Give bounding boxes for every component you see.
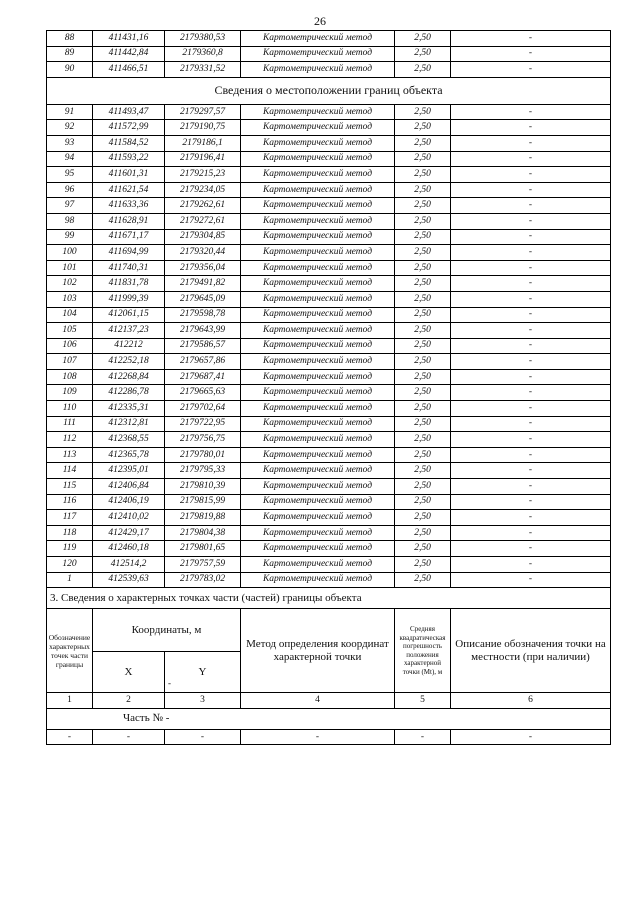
- table-row: [47, 104, 611, 120]
- coord-y: 2179645,09: [165, 291, 241, 307]
- method: Картометрический метод: [241, 31, 395, 47]
- description: -: [451, 31, 611, 47]
- page-number: 26: [314, 14, 326, 28]
- description: -: [451, 46, 611, 62]
- description: -: [451, 510, 611, 526]
- point-number: 105: [47, 323, 93, 339]
- coord-y: 2179272,61: [165, 213, 241, 229]
- point-number: 104: [47, 307, 93, 323]
- coord-y: 2179702,64: [165, 401, 241, 417]
- accuracy: 2,50: [395, 494, 451, 510]
- coordinates-table: [46, 30, 611, 745]
- coord-y: 2179819,88: [165, 510, 241, 526]
- description: -: [451, 541, 611, 557]
- part-label: Часть № -: [123, 712, 170, 725]
- empty-cell: -: [165, 729, 241, 745]
- accuracy: 2,50: [395, 338, 451, 354]
- top-rows: [47, 31, 611, 78]
- table-row: [47, 541, 611, 557]
- accuracy: 2,50: [395, 229, 451, 245]
- coord-x: 412137,23: [93, 323, 165, 339]
- header-x: X: [93, 652, 165, 693]
- accuracy: 2,50: [395, 120, 451, 136]
- accuracy: 2,50: [395, 385, 451, 401]
- accuracy: 2,50: [395, 276, 451, 292]
- description: -: [451, 432, 611, 448]
- accuracy: 2,50: [395, 432, 451, 448]
- coord-y: 2179215,23: [165, 167, 241, 183]
- accuracy: 2,50: [395, 245, 451, 261]
- coord-x: 412406,19: [93, 494, 165, 510]
- empty-data-row: [47, 729, 611, 745]
- coord-x: 412268,84: [93, 369, 165, 385]
- section3-title: 3. Сведения о характерных точках части (частей) границы объекта: [47, 588, 611, 609]
- table-row: [47, 245, 611, 261]
- accuracy: 2,50: [395, 479, 451, 495]
- description: -: [451, 104, 611, 120]
- table-row: [47, 182, 611, 198]
- table-row: [47, 369, 611, 385]
- method: Картометрический метод: [241, 557, 395, 573]
- header-description: Описание обозначения точки на местности (при наличии): [451, 609, 611, 693]
- method: Картометрический метод: [241, 354, 395, 370]
- point-number: 1: [47, 572, 93, 588]
- header-accuracy: Средняя квадратическая погрешность положения характерной точки (Mt), м: [395, 609, 451, 693]
- description: -: [451, 167, 611, 183]
- point-number: 99: [47, 229, 93, 245]
- table-row: [47, 31, 611, 47]
- coord-x: 411633,36: [93, 198, 165, 214]
- main-rows: [47, 104, 611, 587]
- description: -: [451, 338, 611, 354]
- coord-x: 411466,51: [93, 62, 165, 78]
- description: -: [451, 369, 611, 385]
- point-number: 100: [47, 245, 93, 261]
- point-number: 101: [47, 260, 93, 276]
- part-label-row: [47, 708, 611, 729]
- coord-y: 2179190,75: [165, 120, 241, 136]
- method: Картометрический метод: [241, 463, 395, 479]
- coord-x: 411671,17: [93, 229, 165, 245]
- method: Картометрический метод: [241, 229, 395, 245]
- point-number: 91: [47, 104, 93, 120]
- description: -: [451, 120, 611, 136]
- coord-y: 2179598,78: [165, 307, 241, 323]
- accuracy: 2,50: [395, 557, 451, 573]
- method: Картометрический метод: [241, 104, 395, 120]
- empty-cell: -: [451, 729, 611, 745]
- method: Картометрический метод: [241, 510, 395, 526]
- point-number: 114: [47, 463, 93, 479]
- table-row: [47, 213, 611, 229]
- accuracy: 2,50: [395, 541, 451, 557]
- accuracy: 2,50: [395, 401, 451, 417]
- table-row: [47, 167, 611, 183]
- empty-cell: -: [241, 729, 395, 745]
- accuracy: 2,50: [395, 167, 451, 183]
- coord-x: 411572,99: [93, 120, 165, 136]
- point-number: 110: [47, 401, 93, 417]
- method: Картометрический метод: [241, 479, 395, 495]
- method: Картометрический метод: [241, 338, 395, 354]
- coord-x: 411584,52: [93, 135, 165, 151]
- coord-y: 2179780,01: [165, 447, 241, 463]
- accuracy: 2,50: [395, 135, 451, 151]
- point-number: 109: [47, 385, 93, 401]
- table-row: [47, 432, 611, 448]
- table-row: [47, 151, 611, 167]
- column-number: 1: [47, 693, 93, 709]
- description: -: [451, 479, 611, 495]
- coord-x: 411694,99: [93, 245, 165, 261]
- section-title: Сведения о местоположении границ объекта: [47, 77, 611, 104]
- coord-y: 2179360,8: [165, 46, 241, 62]
- point-number: 92: [47, 120, 93, 136]
- description: -: [451, 385, 611, 401]
- column-number: 4: [241, 693, 395, 709]
- coord-x: 411601,31: [93, 167, 165, 183]
- header-method: Метод определения координат характерной точки: [241, 609, 395, 693]
- method: Картометрический метод: [241, 135, 395, 151]
- column-number: 5: [395, 693, 451, 709]
- header-y-dash: -: [168, 678, 171, 689]
- accuracy: 2,50: [395, 307, 451, 323]
- accuracy: 2,50: [395, 46, 451, 62]
- table-row: [47, 494, 611, 510]
- description: -: [451, 229, 611, 245]
- coord-x: 412395,01: [93, 463, 165, 479]
- coord-x: 411740,31: [93, 260, 165, 276]
- table-row: [47, 135, 611, 151]
- coord-x: 411431,16: [93, 31, 165, 47]
- point-number: 94: [47, 151, 93, 167]
- table-row: [47, 276, 611, 292]
- section-title-row: [47, 77, 611, 104]
- coord-y: 2179795,33: [165, 463, 241, 479]
- point-number: 93: [47, 135, 93, 151]
- table-row: [47, 354, 611, 370]
- coord-x: 412406,84: [93, 479, 165, 495]
- table-row: [47, 447, 611, 463]
- description: -: [451, 401, 611, 417]
- coord-x: 412460,18: [93, 541, 165, 557]
- method: Картометрический метод: [241, 167, 395, 183]
- accuracy: 2,50: [395, 354, 451, 370]
- coord-y: 2179380,53: [165, 31, 241, 47]
- method: Картометрический метод: [241, 291, 395, 307]
- coord-y: 2179804,38: [165, 525, 241, 541]
- accuracy: 2,50: [395, 182, 451, 198]
- table-row: [47, 198, 611, 214]
- accuracy: 2,50: [395, 416, 451, 432]
- method: Картометрический метод: [241, 182, 395, 198]
- table-row: [47, 385, 611, 401]
- table-row: [47, 479, 611, 495]
- part-label-cell: [47, 708, 611, 729]
- section3-header-row: [47, 609, 611, 652]
- empty-cell: -: [395, 729, 451, 745]
- description: -: [451, 416, 611, 432]
- coord-x: 412365,78: [93, 447, 165, 463]
- section3-title-row: [47, 588, 611, 609]
- coord-y: 2179801,65: [165, 541, 241, 557]
- coord-x: 412429,17: [93, 525, 165, 541]
- point-number: 111: [47, 416, 93, 432]
- coord-y: 2179186,1: [165, 135, 241, 151]
- coord-x: 412410,02: [93, 510, 165, 526]
- method: Картометрический метод: [241, 494, 395, 510]
- coord-x: 412312,81: [93, 416, 165, 432]
- description: -: [451, 135, 611, 151]
- accuracy: 2,50: [395, 323, 451, 339]
- coord-x: 412061,15: [93, 307, 165, 323]
- column-number: 3: [165, 693, 241, 709]
- method: Картометрический метод: [241, 120, 395, 136]
- coord-y: 2179643,99: [165, 323, 241, 339]
- description: -: [451, 354, 611, 370]
- accuracy: 2,50: [395, 62, 451, 78]
- coord-y: 2179657,86: [165, 354, 241, 370]
- table-row: [47, 557, 611, 573]
- coord-y: 2179665,63: [165, 385, 241, 401]
- method: Картометрический метод: [241, 260, 395, 276]
- accuracy: 2,50: [395, 213, 451, 229]
- accuracy: 2,50: [395, 31, 451, 47]
- accuracy: 2,50: [395, 463, 451, 479]
- coord-y: 2179234,05: [165, 182, 241, 198]
- description: -: [451, 557, 611, 573]
- description: -: [451, 572, 611, 588]
- point-number: 98: [47, 213, 93, 229]
- accuracy: 2,50: [395, 525, 451, 541]
- accuracy: 2,50: [395, 291, 451, 307]
- accuracy: 2,50: [395, 198, 451, 214]
- coord-y: 2179722,95: [165, 416, 241, 432]
- description: -: [451, 182, 611, 198]
- description: -: [451, 463, 611, 479]
- table-row: [47, 510, 611, 526]
- method: Картометрический метод: [241, 62, 395, 78]
- coord-y: 2179756,75: [165, 432, 241, 448]
- method: Картометрический метод: [241, 416, 395, 432]
- coord-y: 2179783,02: [165, 572, 241, 588]
- description: -: [451, 291, 611, 307]
- point-number: 106: [47, 338, 93, 354]
- description: -: [451, 323, 611, 339]
- header-y: Y: [198, 665, 207, 678]
- point-number: 112: [47, 432, 93, 448]
- empty-cell: -: [47, 729, 93, 745]
- table-row: [47, 338, 611, 354]
- table-row: [47, 307, 611, 323]
- coord-x: 412368,55: [93, 432, 165, 448]
- coord-x: 412539,63: [93, 572, 165, 588]
- coord-x: 411442,84: [93, 46, 165, 62]
- method: Картометрический метод: [241, 307, 395, 323]
- table-row: [47, 62, 611, 78]
- method: Картометрический метод: [241, 213, 395, 229]
- method: Картометрический метод: [241, 447, 395, 463]
- coord-y: 2179586,57: [165, 338, 241, 354]
- empty-cell: -: [93, 729, 165, 745]
- method: Картометрический метод: [241, 385, 395, 401]
- point-number: 113: [47, 447, 93, 463]
- table-row: [47, 291, 611, 307]
- coord-y: 2179262,61: [165, 198, 241, 214]
- point-number: 102: [47, 276, 93, 292]
- coord-y: 2179491,82: [165, 276, 241, 292]
- column-numbers-row: [47, 693, 611, 709]
- method: Картометрический метод: [241, 572, 395, 588]
- coord-x: 412286,78: [93, 385, 165, 401]
- table-row: [47, 46, 611, 62]
- description: -: [451, 198, 611, 214]
- point-number: 89: [47, 46, 93, 62]
- method: Картометрический метод: [241, 46, 395, 62]
- description: -: [451, 447, 611, 463]
- coord-x: 411999,39: [93, 291, 165, 307]
- table-row: [47, 229, 611, 245]
- coord-y: 2179196,41: [165, 151, 241, 167]
- header-coordinates: Координаты, м: [93, 609, 241, 652]
- table-row: [47, 323, 611, 339]
- point-number: 108: [47, 369, 93, 385]
- column-number: 6: [451, 693, 611, 709]
- coord-y: 2179356,04: [165, 260, 241, 276]
- table-row: [47, 572, 611, 588]
- accuracy: 2,50: [395, 447, 451, 463]
- point-number: 116: [47, 494, 93, 510]
- point-number: 115: [47, 479, 93, 495]
- coord-y: 2179297,57: [165, 104, 241, 120]
- method: Картометрический метод: [241, 401, 395, 417]
- method: Картометрический метод: [241, 276, 395, 292]
- method: Картометрический метод: [241, 541, 395, 557]
- accuracy: 2,50: [395, 572, 451, 588]
- accuracy: 2,50: [395, 369, 451, 385]
- table-row: [47, 416, 611, 432]
- method: Картометрический метод: [241, 245, 395, 261]
- coord-x: 412514,2: [93, 557, 165, 573]
- point-number: 117: [47, 510, 93, 526]
- description: -: [451, 62, 611, 78]
- table-row: [47, 525, 611, 541]
- point-number: 95: [47, 167, 93, 183]
- point-number: 97: [47, 198, 93, 214]
- coord-x: 411593,22: [93, 151, 165, 167]
- coord-x: 412252,18: [93, 354, 165, 370]
- accuracy: 2,50: [395, 260, 451, 276]
- coord-y: 2179687,41: [165, 369, 241, 385]
- accuracy: 2,50: [395, 104, 451, 120]
- method: Картометрический метод: [241, 198, 395, 214]
- point-number: 118: [47, 525, 93, 541]
- coord-x: 411831,78: [93, 276, 165, 292]
- coord-x: 411628,91: [93, 213, 165, 229]
- header-y-cell: [165, 652, 241, 693]
- point-number: 90: [47, 62, 93, 78]
- method: Картометрический метод: [241, 151, 395, 167]
- coord-y: 2179304,85: [165, 229, 241, 245]
- description: -: [451, 260, 611, 276]
- table-row: [47, 463, 611, 479]
- coord-y: 2179815,99: [165, 494, 241, 510]
- accuracy: 2,50: [395, 151, 451, 167]
- coord-y: 2179320,44: [165, 245, 241, 261]
- coord-x: 411493,47: [93, 104, 165, 120]
- description: -: [451, 494, 611, 510]
- description: -: [451, 525, 611, 541]
- coord-y: 2179757,59: [165, 557, 241, 573]
- point-number: 103: [47, 291, 93, 307]
- coord-x: 412335,31: [93, 401, 165, 417]
- coord-x: 412212: [93, 338, 165, 354]
- coord-y: 2179331,52: [165, 62, 241, 78]
- method: Картометрический метод: [241, 432, 395, 448]
- method: Картометрический метод: [241, 525, 395, 541]
- table-row: [47, 401, 611, 417]
- point-number: 119: [47, 541, 93, 557]
- point-number: 107: [47, 354, 93, 370]
- accuracy: 2,50: [395, 510, 451, 526]
- coord-x: 411621,54: [93, 182, 165, 198]
- description: -: [451, 213, 611, 229]
- column-number: 2: [93, 693, 165, 709]
- point-number: 88: [47, 31, 93, 47]
- point-number: 120: [47, 557, 93, 573]
- method: Картометрический метод: [241, 369, 395, 385]
- table-row: [47, 260, 611, 276]
- table-row: [47, 120, 611, 136]
- description: -: [451, 276, 611, 292]
- header-point-designation: Обозначение характерных точек части границы: [47, 609, 93, 693]
- description: -: [451, 307, 611, 323]
- point-number: 96: [47, 182, 93, 198]
- coord-y: 2179810,39: [165, 479, 241, 495]
- description: -: [451, 151, 611, 167]
- description: -: [451, 245, 611, 261]
- method: Картометрический метод: [241, 323, 395, 339]
